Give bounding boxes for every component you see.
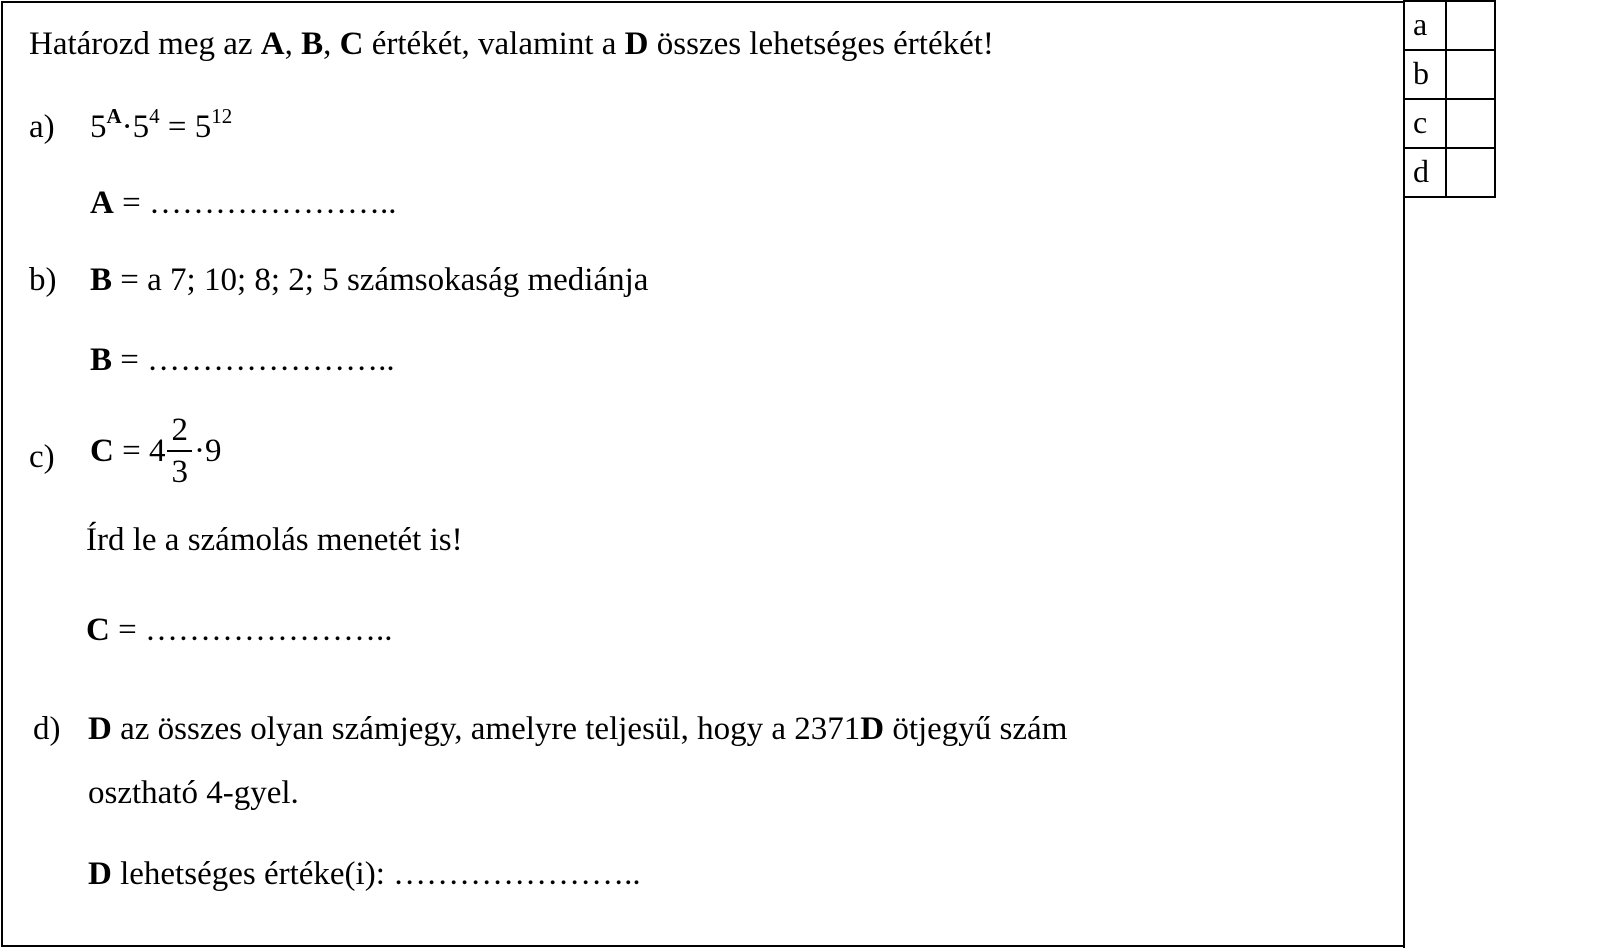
margin-line <box>1403 200 1405 948</box>
part-d-label: d) <box>33 711 61 747</box>
part-c-instruction: Írd le a számolás menetét is! <box>86 522 463 558</box>
task-instruction: Határozd meg az A, B, C értékét, valamint a D összes lehetséges értékét! <box>29 26 994 62</box>
score-box-a[interactable] <box>1446 1 1495 50</box>
score-table <box>1403 0 1496 198</box>
part-b-answer[interactable]: B = ………………….. <box>90 342 395 378</box>
part-a-label: a) <box>29 109 55 145</box>
fraction: $\frac{2}{3}$ <box>167 412 192 491</box>
part-c-label: c) <box>29 439 55 475</box>
part-c-answer[interactable]: C = ………………….. <box>86 612 393 648</box>
score-label-a: a <box>1404 1 1446 50</box>
score-box-b[interactable] <box>1446 50 1495 99</box>
part-d-question-line2: osztható 4-gyel. <box>88 775 299 811</box>
score-label-b: b <box>1404 50 1446 99</box>
part-b-label: b) <box>29 262 57 298</box>
part-c-expression: C = 4 $\frac{2}{3}$ ·9 <box>90 412 222 491</box>
part-a-expression: $5^A\cdot 5^4 = 5^{12}$ <box>90 104 233 145</box>
score-box-d[interactable] <box>1446 148 1495 197</box>
score-label-c: c <box>1404 99 1446 148</box>
part-a-answer[interactable]: A = ………………….. <box>90 185 397 221</box>
part-d-answer[interactable]: D lehetséges értéke(i): ………………….. <box>88 856 641 892</box>
part-d-question: D az összes olyan számjegy, amelyre teljesül, hogy a 2371D ötjegyű szám <box>88 711 1068 747</box>
score-box-c[interactable] <box>1446 99 1495 148</box>
score-label-d: d <box>1404 148 1446 197</box>
part-b-question: B = a 7; 10; 8; 2; 5 számsokaság mediánja <box>90 262 649 298</box>
